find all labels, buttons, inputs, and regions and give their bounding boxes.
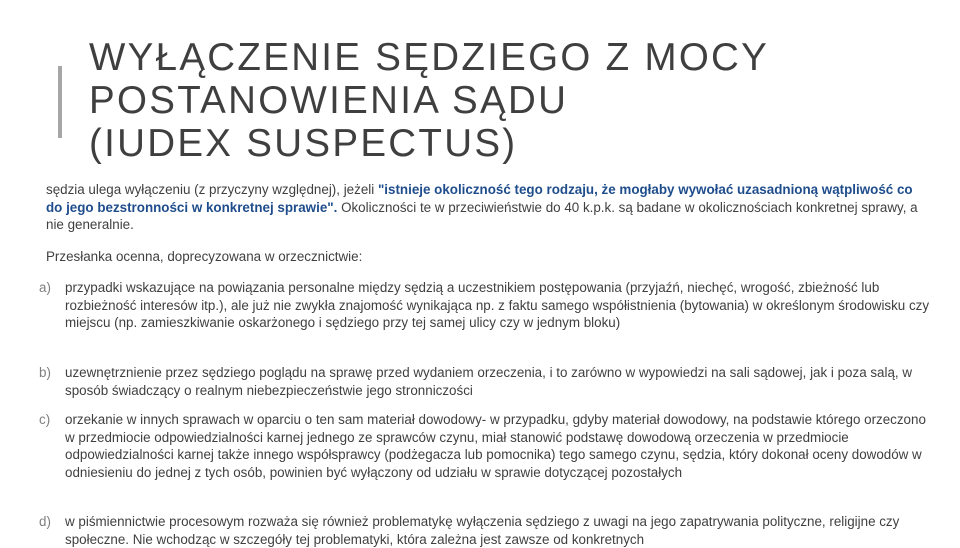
list-item-a <box>39 279 934 332</box>
list-marker: b) <box>39 365 51 380</box>
list-item-c <box>39 411 934 481</box>
title-line-3: (IUDEX SUSPECTUS) <box>89 122 518 165</box>
list-item-text: orzekanie w innych sprawach w oparciu o ten sam materiał dowodowy- w przypadku, gdyby materiał dowodowy, na podstawie którego orzeczono w przedmiocie odpowiedzialności karnej jednego ze sprawców czynu, miał stanowić podstawę dowodową orzeczenia w przedmiocie odpowiedzialności karnej także innego współsprawcy (podżegacza lub pomocnika) tego samego czynu, sędzia, który dokonał oceny dowodów w odniesieniu do jednej z tych osób, powinien być wyłączony od udziału w sprawie dotyczącej pozostałych <box>65 412 926 480</box>
premise-paragraph: Przesłanka ocenna, doprecyzowana w orzecznictwie: <box>46 249 363 264</box>
list-item-text: w piśmiennictwie procesowym rozważa się również problematykę wyłączenia sędziego z uwagi na jego zapatrywania polityczne, religijne czy społeczne. Nie wchodząc w szczegóły tej problematyki, która zależna jest zawsze od konkretnych <box>65 514 900 547</box>
list-item-text: uzewnętrznienie przez sędziego poglądu na sprawę przed wydaniem orzeczenia, i to zarówno w wypowiedzi na sali sądowej, jak i poza salą, w sposób świadczący o realnym niebezpieczeństwie jego stronniczości <box>65 365 913 398</box>
intro-paragraph <box>46 181 926 234</box>
list-item-b <box>39 364 934 399</box>
list-item-text: przypadki wskazujące na powiązania personalne między sędzią a uczestnikiem postępowania (przyjaźń, niechęć, wrogość, zbieżność lub rozbieżność interesów itp.), ale już nie zwykła znajomość wynikająca np. z faktu samego współistnienia (bytowania) w określonym środowisku czy miejscu (np. zamieszkiwanie oskarżonego i sędziego przy tej samej ulicy czy w jednym bloku) <box>65 280 930 330</box>
title-accent-bar <box>58 66 62 138</box>
slide-title <box>89 36 929 165</box>
intro-rest: Okoliczności te w przeciwieństwie do 40 k.p.k. są badane w okolicznościach konkretnej sprawy, a nie generalnie. <box>46 199 918 232</box>
list-marker: d) <box>39 514 51 529</box>
title-line-1: WYŁĄCZENIE SĘDZIEGO Z MOCY <box>89 36 770 79</box>
title-line-2: POSTANOWIENIA SĄDU <box>89 79 569 122</box>
intro-text: sędzia ulega wyłączeniu (z przyczyny względnej), jeżeli <box>46 182 378 197</box>
highlighted-quote: "istnieje okoliczność tego rodzaju, że mogłaby wywołać uzasadnioną wątpliwość co do jego bezstronności w konkretnej sprawie". <box>46 182 913 215</box>
list-item-d <box>39 513 934 548</box>
list-marker: a) <box>39 280 51 295</box>
list-marker: c) <box>39 412 51 427</box>
